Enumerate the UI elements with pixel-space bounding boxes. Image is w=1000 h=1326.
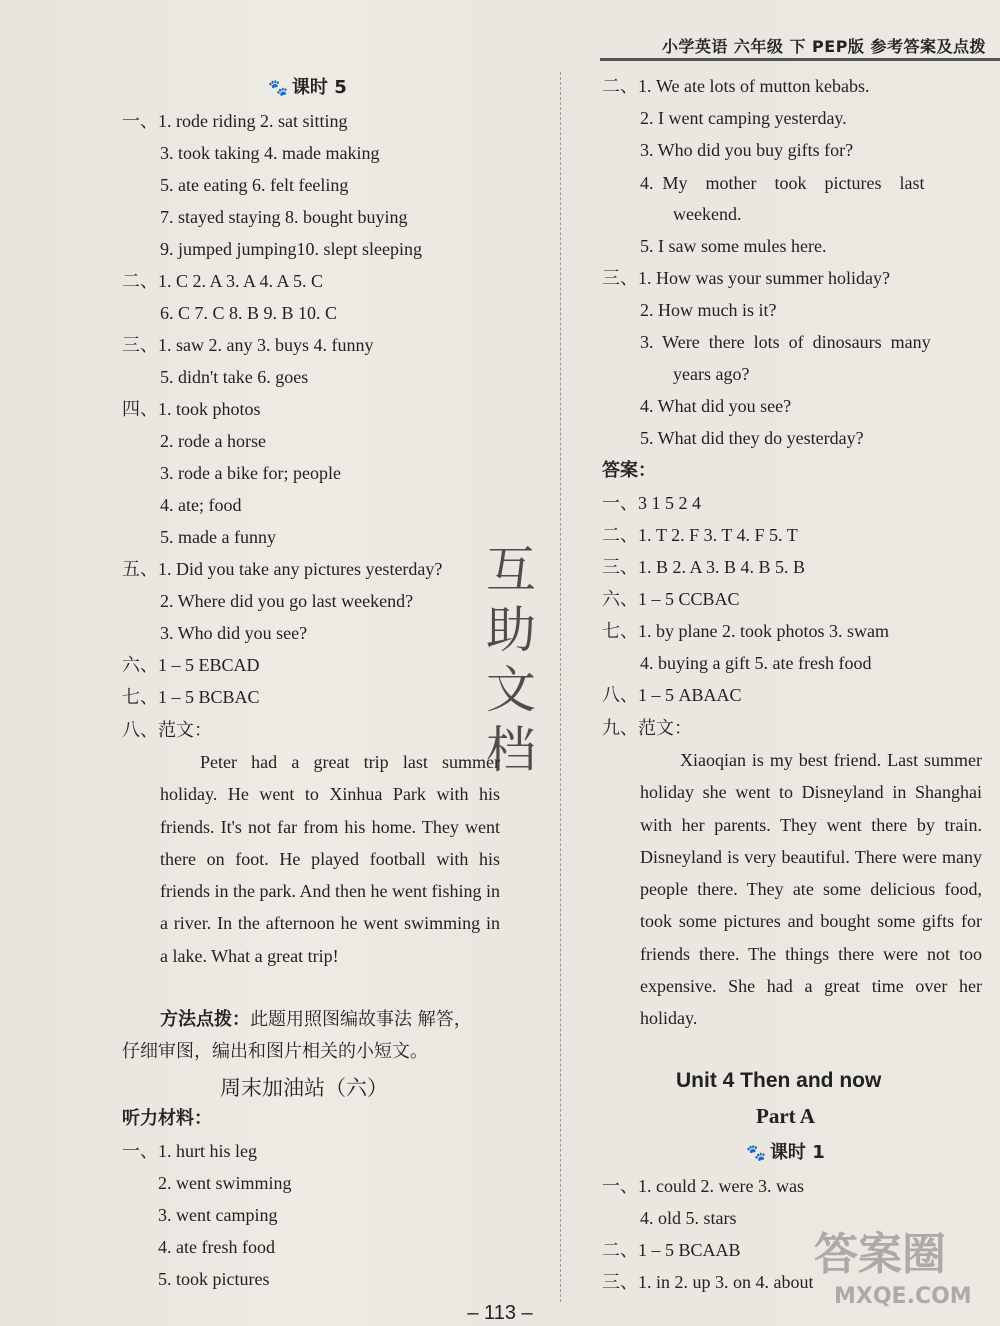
right-essay: Xiaoqian is my best friend. Last summer holiday she went to Disneyland in Shanghai with her parents. They went there by train. Disneyland is very beautiful. There were many people there. They ate some delicious food, took some pictures and bought some gifts for friends there. The things there were not too expensive. She had a great time over her holiday.: [640, 750, 982, 1029]
answer-line: 2. Where did you go last weekend?: [160, 591, 414, 611]
unit-title: Unit 4 Then and now: [676, 1069, 882, 1092]
answer-line: 4. ate; food: [160, 495, 242, 515]
handwritten-note: 互 助 文 档: [486, 541, 536, 779]
right-line: 二、1. We ate lots of mutton kebabs.: [602, 76, 870, 96]
answer-line: 三、1. in 2. up 3. on 4. about: [602, 1272, 814, 1292]
header-title: 小学英语 六年级 下 PEP版 参考答案及点拨: [661, 37, 986, 56]
answer-line: 七、1 – 5 BCBAC: [122, 687, 260, 707]
right-line: 2. How much is it?: [640, 300, 777, 320]
watermark-url: MXQE.COM: [834, 1284, 972, 1309]
answer-line: 5. didn't take 6. goes: [160, 367, 309, 387]
right-line: weekend.: [673, 204, 742, 224]
answer-line: 4. old 5. stars: [640, 1208, 737, 1228]
answer-line: 四、1. took photos: [122, 399, 261, 419]
left-essay: Peter had a great trip last summer holiday. He went to Xinhua Park with his friends. It's not far from his home. They went there on foot. He played football with his friends in the park. And then he went fishing in a river. In the afternoon he went swimming in a lake. What a great trip!: [160, 752, 500, 966]
answer-line: 八、范文：: [122, 720, 212, 740]
answer-line: 九、范文：: [602, 718, 692, 738]
answer-line: 二、1. C 2. A 3. A 4. A 5. C: [122, 271, 324, 291]
right-line: 4. My mother took pictures last: [640, 173, 925, 193]
paw-icon: 🐾: [746, 1143, 766, 1162]
answer-line: 六、1 – 5 EBCAD: [122, 655, 260, 675]
page-number: – 113 –: [467, 1302, 533, 1324]
method-text: 此题用照图编故事法 解答，: [250, 1009, 472, 1030]
left-lesson-heading: 🐾 课时 5: [268, 77, 347, 98]
right-line: 三、1. How was your summer holiday?: [602, 268, 890, 288]
right-line: 3. Who did you buy gifts for?: [640, 140, 854, 160]
answer-line: 3. rode a bike for; people: [160, 463, 341, 483]
right-line: 4. What did you see?: [640, 396, 792, 416]
answer-line: 八、1 – 5 ABAAC: [602, 685, 742, 705]
answer-line: 六、1 – 5 CCBAC: [602, 589, 740, 609]
answer-line: 三、1. B 2. A 3. B 4. B 5. B: [602, 557, 806, 577]
answer-line: 6. C 7. C 8. B 9. B 10. C: [160, 303, 338, 323]
answer-line: 二、1 – 5 BCAAB: [602, 1240, 741, 1260]
answer-line: 一、1. could 2. were 3. was: [602, 1176, 804, 1196]
right-lesson-heading: 🐾 课时 1: [746, 1142, 825, 1163]
right-line: years ago?: [673, 364, 750, 384]
answer-line: 一、1. rode riding 2. sat sitting: [122, 111, 348, 131]
answer-line: 五、1. Did you take any pictures yesterday?: [122, 559, 443, 579]
watermark-logo: [794, 1200, 994, 1320]
listening-line: 4. ate fresh food: [158, 1237, 275, 1257]
answer-line: 4. buying a gift 5. ate fresh food: [640, 653, 872, 673]
answer-line: 三、1. saw 2. any 3. buys 4. funny: [122, 335, 374, 355]
answer-line: 5. made a funny: [160, 527, 276, 547]
answer-line: 2. rode a horse: [160, 431, 266, 451]
right-line: 2. I went camping yesterday.: [640, 108, 847, 128]
right-line: 5. What did they do yesterday?: [640, 428, 864, 448]
answer-line: 七、1. by plane 2. took photos 3. swam: [602, 621, 889, 641]
right-line: 5. I saw some mules here.: [640, 236, 827, 256]
listening-line: 3. went camping: [158, 1205, 278, 1225]
method-label: 方法点拨：: [160, 1009, 250, 1030]
method-text-2: 仔细审图，编出和图片相关的小短文。: [122, 1041, 428, 1062]
answer-line: 二、1. T 2. F 3. T 4. F 5. T: [602, 525, 798, 545]
listening-line: 一、1. hurt his leg: [122, 1141, 257, 1161]
method-tip: [160, 1008, 472, 1032]
listening-line: 5. took pictures: [158, 1269, 270, 1289]
column-divider: [560, 72, 561, 1302]
watermark-text: 答案圈: [814, 1229, 946, 1280]
weekend-title: 周末加油站（六）: [220, 1076, 388, 1100]
answer-line: 9. jumped jumping10. slept sleeping: [160, 239, 422, 259]
right-line: 3. Were there lots of dinosaurs many: [640, 332, 931, 352]
answer-line: 3. took taking 4. made making: [160, 143, 380, 163]
answer-line: 一、3 1 5 2 4: [602, 493, 701, 513]
header-rule: [600, 58, 1000, 61]
answer-line: 3. Who did you see?: [160, 623, 308, 643]
listening-label: 听力材料：: [122, 1108, 212, 1129]
listening-line: 2. went swimming: [158, 1173, 292, 1193]
answer-line: 7. stayed staying 8. bought buying: [160, 207, 408, 227]
paw-icon: 🐾: [268, 78, 288, 97]
answer-line: 5. ate eating 6. felt feeling: [160, 175, 349, 195]
answers-label: 答案：: [602, 460, 656, 481]
part-title: Part A: [756, 1104, 815, 1128]
